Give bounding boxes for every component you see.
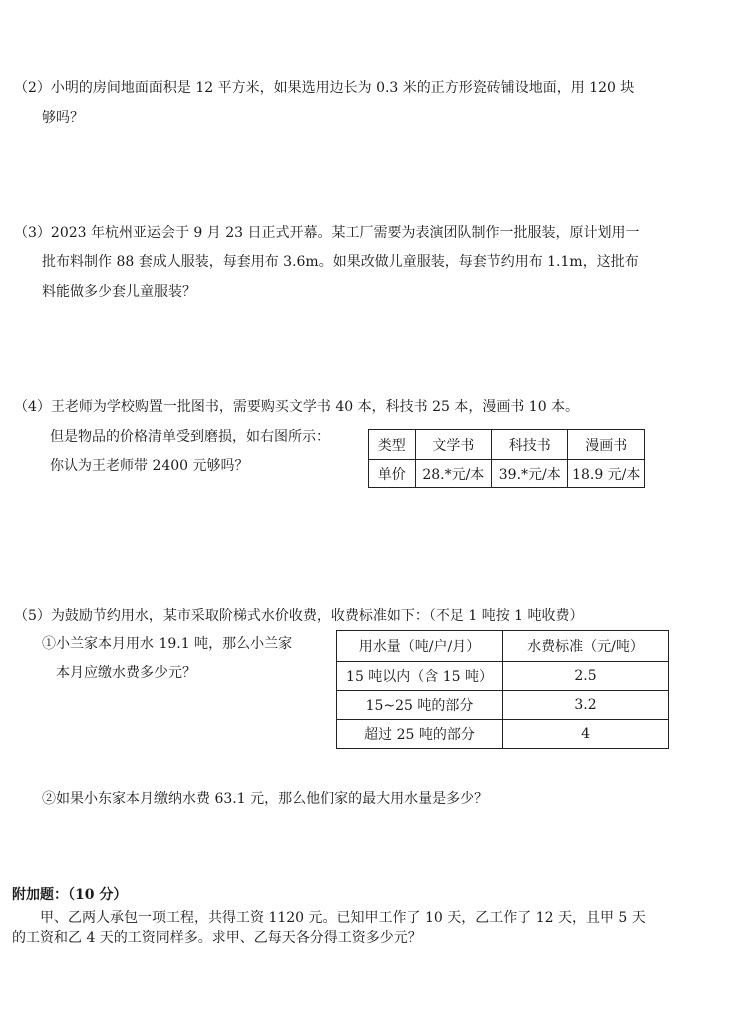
water-tier-range: 15 吨以内（含 15 吨） <box>337 662 503 691</box>
water-tier-range: 15~25 吨的部分 <box>337 691 503 720</box>
water-tier-range: 超过 25 吨的部分 <box>337 720 503 749</box>
bonus-title: 附加题：（10 分） <box>12 887 128 903</box>
q3-line-2: 批布料制作 88 套成人服装，每套用布 3.6m。如果改做儿童服装，每套节约用布 1.1m，这批布 <box>42 254 639 270</box>
water-tier-price: 4 <box>503 720 669 749</box>
q2-line-2: 够吗？ <box>42 110 84 126</box>
water-table-row <box>337 691 669 720</box>
q5-line-1: （5）为鼓励节约用水，某市采取阶梯式水价收费，收费标准如下：（不足 1 吨按 1 吨收费） <box>14 608 584 624</box>
water-table-header-row <box>337 631 669 662</box>
price-table-row <box>369 460 645 488</box>
q3-line-3: 料能做多少套儿童服装？ <box>42 284 196 300</box>
price-table <box>368 429 645 488</box>
price-comic: 18.9 元/本 <box>568 460 645 488</box>
q5-sub1-line-1: ①小兰家本月用水 19.1 吨，那么小兰家 <box>42 636 293 652</box>
price-row-label: 单价 <box>369 460 416 488</box>
price-literature: 28.*元/本 <box>415 460 491 488</box>
q2-line-1: （2）小明的房间地面面积是 12 平方米，如果选用边长为 0.3 米的正方形瓷砖铺设地面，用 120 块 <box>14 80 635 96</box>
bonus-line-2: 的工资和乙 4 天的工资同样多。求甲、乙每天各分得工资多少元？ <box>12 930 422 946</box>
water-tier-price: 2.5 <box>503 662 669 691</box>
price-header-type: 类型 <box>369 430 416 460</box>
q4-line-2: 但是物品的价格清单受到磨损，如右图所示： <box>50 429 330 445</box>
water-table-row <box>337 720 669 749</box>
water-price-table <box>336 630 669 749</box>
price-header-science: 科技书 <box>492 430 568 460</box>
bonus-line-1: 甲、乙两人承包一项工程，共得工资 1120 元。已知甲工作了 10 天，乙工作了 12 天，且甲 5 天 <box>40 910 646 926</box>
price-header-comic: 漫画书 <box>568 430 645 460</box>
price-table-header-row <box>369 430 645 460</box>
q4-line-1: （4）王老师为学校购置一批图书，需要购买文学书 40 本，科技书 25 本，漫画书 10 本。 <box>14 399 580 415</box>
water-header-price: 水费标准（元/吨） <box>503 631 669 662</box>
q3-line-1: （3）2023 年杭州亚运会于 9 月 23 日正式开幕。某工厂需要为表演团队制作一批服装，原计划用一 <box>14 225 640 241</box>
water-table-row <box>337 662 669 691</box>
q5-sub1-line-2: 本月应缴水费多少元？ <box>56 665 196 681</box>
price-header-literature: 文学书 <box>415 430 491 460</box>
q5-sub2: ②如果小东家本月缴纳水费 63.1 元，那么他们家的最大用水量是多少？ <box>42 791 489 807</box>
water-header-usage: 用水量（吨/户/月） <box>337 631 503 662</box>
q4-line-3: 你认为王老师带 2400 元够吗？ <box>50 458 249 474</box>
price-science: 39.*元/本 <box>492 460 568 488</box>
water-tier-price: 3.2 <box>503 691 669 720</box>
